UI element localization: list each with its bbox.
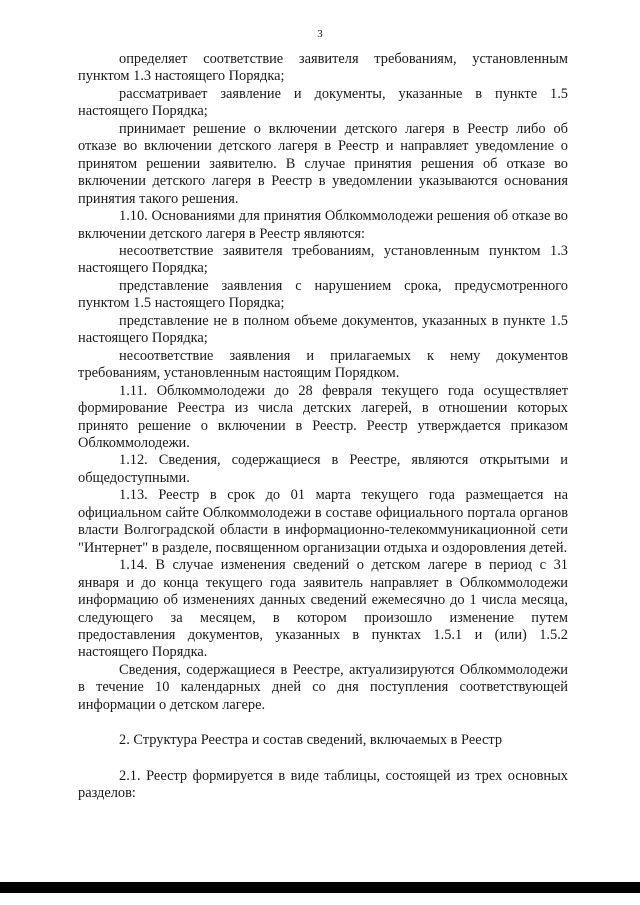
paragraph-clause-1-10: 1.10. Основаниями для принятия Облкоммолодежи решения об отказе во включении детского лагеря в Реестр являются: bbox=[78, 208, 568, 242]
paragraph-clause-1-12: 1.12. Сведения, содержащиеся в Реестре, являются открытыми и общедоступными. bbox=[78, 452, 568, 486]
section-heading: 2. Структура Реестра и состав сведений, включаемых в Реестр bbox=[119, 732, 503, 749]
paragraph: рассматривает заявление и документы, указанные в пункте 1.5 настоящего Порядка; bbox=[78, 85, 568, 120]
paragraph: несоответствие заявления и прилагаемых к нему документов требованиям, установленным настоящим Порядком. bbox=[78, 347, 568, 382]
paragraph-clause-1-13: 1.13. Реестр в срок до 01 марта текущего года размещается на официальном сайте Облкоммолодежи в составе официального портала органов власти Волгоградской области в информационно-телекоммуникационной сети "Интернет" в разделе, посвященном организации отдыха и оздоровления детей. bbox=[78, 487, 568, 556]
scan-edge-bar bbox=[0, 882, 640, 893]
page-number: 3 bbox=[317, 28, 323, 40]
paragraph: Сведения, содержащиеся в Реестре, актуализируются Облкоммолодежи в течение 10 календарных дней со дня поступления соответствующей информации о детском лагере. bbox=[78, 661, 568, 713]
paragraph: принимает решение о включении детского лагеря в Реестр либо об отказе во включении детского лагеря в Реестр и направляет уведомление о принятом решении заявителю. В случае принятия решения об отказе во включении детского лагеря в Реестр в уведомлении указываются основания принятия такого решения. bbox=[78, 120, 568, 207]
paragraph-clause-1-14: 1.14. В случае изменения сведений о детском лагере в период с 31 января и до конца текущего года заявитель направляет в Облкоммолодежи информацию об изменениях данных сведений ежемесячно до 1 числа месяца, следующего за месяцем, в котором произошло изменение путем предоставления документов, указанных в пунктах 1.5.1 и (или) 1.5.2 настоящего Порядка. bbox=[78, 557, 568, 661]
document-body bbox=[78, 51, 568, 803]
paragraph-clause-1-11: 1.11. Облкоммолодежи до 28 февраля текущего года осуществляет формирование Реестра из числа детских лагерей, в отношении которых принято решение о включении в Реестр. Реестр утверждается приказом Облкоммолодежи. bbox=[78, 382, 568, 451]
paragraph: представление не в полном объеме документов, указанных в пункте 1.5 настоящего Порядка; bbox=[78, 312, 568, 347]
paragraph: несоответствие заявителя требованиям, установленным пунктом 1.3 настоящего Порядка; bbox=[78, 242, 568, 277]
paragraph: определяет соответствие заявителя требованиям, установленным пунктом 1.3 настоящего Порядка; bbox=[78, 51, 568, 85]
paragraph: представление заявления с нарушением срока, предусмотренного пунктом 1.5 настоящего Порядка; bbox=[78, 277, 568, 312]
paragraph-clause-2-1: 2.1. Реестр формируется в виде таблицы, состоящей из трех основных разделов: bbox=[78, 767, 568, 802]
